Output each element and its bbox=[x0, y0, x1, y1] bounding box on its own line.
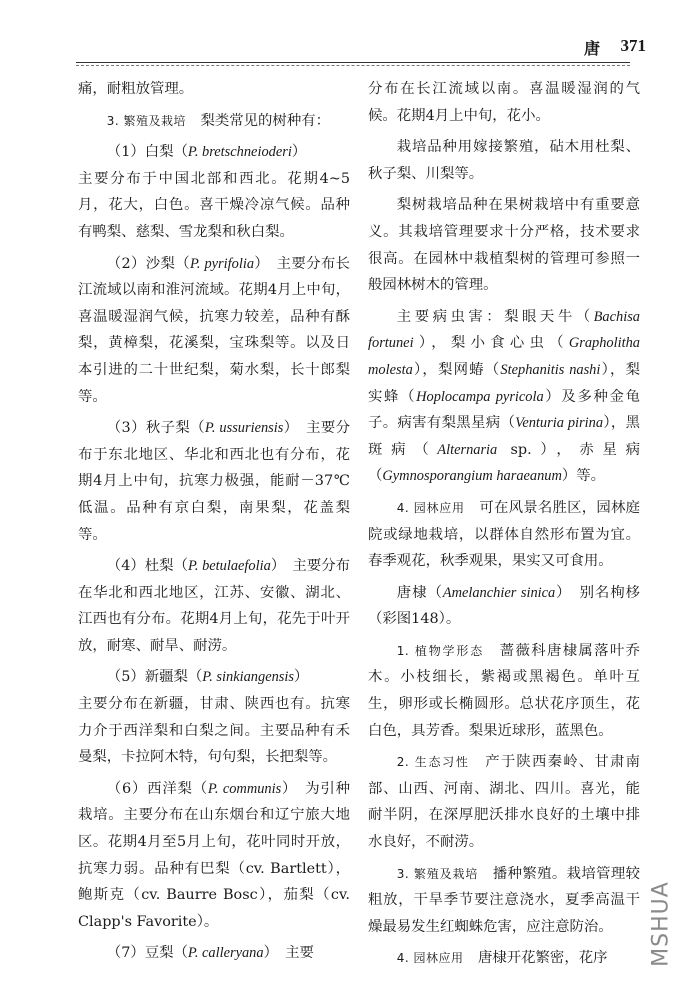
left-column bbox=[78, 76, 350, 967]
running-title: 唐 bbox=[583, 39, 600, 58]
paragraph: 痛，耐粗放管理。 bbox=[78, 81, 194, 97]
species-douli: （7）豆梨（P. calleryana） 主要 bbox=[106, 945, 314, 962]
section-label: 1. 植物学形态 bbox=[396, 643, 485, 658]
paragraph: 栽培品种用嫁接繁殖，砧木用杜梨、秋子梨、川梨等。 bbox=[368, 139, 640, 182]
header-rule bbox=[76, 62, 630, 63]
species-heading-baili: （1）白梨（P. bretschneioderi） bbox=[106, 144, 307, 161]
paragraph: 分布在长江流域以南。喜温暖湿润的气候。花期4月上中旬，花小。 bbox=[368, 81, 640, 124]
species-xiyangli: （6）西洋梨（P. communis） 为引种栽培。主要分布在山东烟台和辽宁旅大地区。花期4月至5月上旬，花叶同时开放，抗寒力弱。品种有巴梨（cv. Bartlett），鲍斯克（cv. Baurre Bosc），茄梨（cv. Clapp's Favorite）。 bbox=[78, 780, 350, 930]
entry-heading-tangdi: 唐棣（Amelanchier sinica） 别名栒栘（彩图148）。 bbox=[368, 584, 640, 628]
species-duli: （4）杜梨（P. betulaefolia） 主要分布在华北和西北地区，江苏、安徽、湖北、江西也有分布。花期4月上旬，花先于叶开放，耐寒、耐旱、耐涝。 bbox=[78, 558, 351, 654]
section-label: 4. 园林应用 bbox=[396, 500, 465, 515]
species-heading-xinjiangli: （5）新疆梨（P. sinkiangensis） bbox=[106, 669, 309, 686]
paragraph-landscape-use: 4. 园林应用 唐棣开花繁密，花序 bbox=[396, 950, 608, 967]
species-shali: （2）沙梨（P. pyrifolia） 主要分布长江流域以南和淮河流域。花期4月上中旬，喜温暖湿润气候，抗寒力较差，品种有酥梨，黄樟梨，花溪梨，宝珠梨等。以及日本引进的二十世纪梨，菊水梨，长十郎梨等。 bbox=[78, 255, 350, 405]
header-rule-dashed bbox=[76, 65, 630, 66]
paragraph: 梨树栽培品种在果树栽培中有重要意义。其栽培管理要求十分严格，技术要求很高。在园林中栽植梨树的管理可参照一般园林树木的管理。 bbox=[368, 197, 640, 294]
paragraph-propagation: 3. 繁殖及栽培 梨类常见的树种有： bbox=[106, 112, 330, 129]
paragraph-pests: 主要病虫害：梨眼天牛（Bachisa fortunei），梨小食心虫（Grapholitha molesta），梨网蝽（Stephanitis nashi），梨实蜂（Hoplocampa pyricola）及多种金龟子。病害有梨黑星病（Venturia pirina），黑斑病（Alternaria sp.），赤星病（Gymnosporangium haraeanum）等。 bbox=[368, 308, 640, 485]
species-body-baili: 主要分布于中国北部和西北。花期4~5月，花大，白色。喜干燥冷凉气候。品种有鸭梨、慈梨、雪龙梨和秋白梨。 bbox=[78, 170, 350, 240]
section-label: 4. 园林应用 bbox=[396, 951, 464, 966]
page-number: 371 bbox=[620, 36, 646, 55]
watermark-text: MSHUA bbox=[648, 881, 674, 967]
page-header bbox=[0, 36, 686, 66]
section-label: 3. 繁殖及栽培 bbox=[396, 866, 479, 881]
paragraph-propagation: 3. 繁殖及栽培 播种繁殖。栽培管理较粗放，干旱季节要注意浇水，夏季高温干燥最易发生红蜘蛛危害，应注意防治。 bbox=[368, 865, 640, 935]
paragraph-morphology: 1. 植物学形态 蔷薇科唐棣属落叶乔木。小枝细长，紫褐或黑褐色。单叶互生，卵形或长椭圆形。总状花序顶生，花白色，具芳香。梨果近球形，蓝黑色。 bbox=[368, 642, 640, 739]
right-column bbox=[368, 76, 640, 972]
species-body-xinjiangli: 主要分布在新疆，甘肃、陕西也有。抗寒力介于西洋梨和白梨之间。主要品种有禾曼梨，卡拉阿木特，句句梨，长把梨等。 bbox=[78, 696, 350, 766]
species-qiuzili: （3）秋子梨（P. ussuriensis） 主要分布于东北地区、华北和西北也有分布，花期4月上中旬，抗寒力极强，能耐－37℃低温。品种有京白梨，南果梨，花盖梨等。 bbox=[78, 420, 351, 543]
watermark bbox=[648, 859, 674, 989]
section-label: 3. 繁殖及栽培 bbox=[106, 113, 187, 128]
paragraph-landscape-use: 4. 园林应用 可在风景名胜区，园林庭院或绿地栽培，以群体自然形布置为宜。春季观花，秋季观果，果实又可食用。 bbox=[368, 499, 640, 570]
section-label: 2. 生态习性 bbox=[396, 755, 470, 770]
paragraph-ecology: 2. 生态习性 产于陕西秦岭、甘肃南部、山西、河南、湖北、四川。喜光，能耐半阴，在深厚肥沃排水良好的土壤中排水良好，不耐涝。 bbox=[368, 754, 640, 851]
